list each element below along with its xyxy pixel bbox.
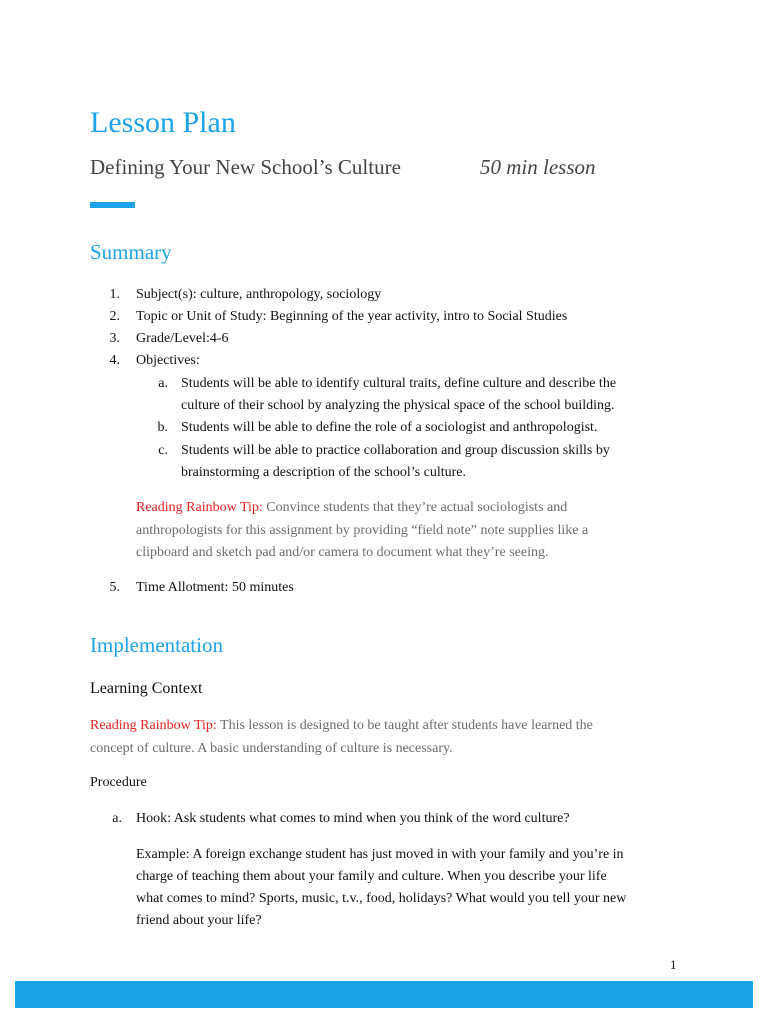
implementation-heading: Implementation [90,633,223,657]
subtitle-row [90,155,690,180]
objective-text: culture of their school by analyzing the physical space of the school building. [181,398,615,413]
implementation-tip-line-2: concept of culture. A basic understanding of culture is necessary. [90,741,453,756]
list-number: 1. [109,287,120,302]
example-line-1: Example: A foreign exchange student has just moved in with your family and you’re in [136,847,624,862]
objective-text: Students will be able to define the role of a sociologist and anthropologist. [181,420,598,435]
list-letter: a. [112,811,122,826]
tip-label: Reading Rainbow Tip: [136,500,263,515]
summary-tip-line-3: clipboard and sketch pad and/or camera to document what they’re seeing. [136,545,549,560]
page-title: Lesson Plan [90,106,236,139]
list-item-text: Grade/Level:4-6 [136,331,229,346]
implementation-tip-line-1 [90,717,593,735]
page-number: 1 [670,957,677,972]
tip-label: Reading Rainbow Tip: [90,718,217,733]
list-item-text: Topic or Unit of Study: Beginning of the year activity, intro to Social Studies [136,309,568,324]
objective-text: brainstorming a description of the school’s culture. [181,465,466,480]
procedure-heading: Procedure [90,775,147,790]
list-letter: a. [158,376,168,391]
list-number: 5. [109,580,120,595]
tip-text: Convince students that they’re actual sociologists and [262,500,568,515]
list-number: 3. [109,331,120,346]
list-item-text: Subject(s): culture, anthropology, sociology [136,287,382,302]
tip-text: This lesson is designed to be taught after students have learned the [216,718,593,733]
objective-text: Students will be able to identify cultural traits, define culture and describe the [181,376,617,391]
lesson-duration: 50 min lesson [480,155,596,179]
list-number: 2. [109,309,120,324]
objective-text: Students will be able to practice collaboration and group discussion skills by [181,443,610,458]
summary-tip-line-2: anthropologists for this assignment by providing “field note” note supplies like a [136,523,589,538]
accent-bar [90,202,135,208]
list-number: 4. [109,353,120,368]
list-item-text: Time Allotment: 50 minutes [136,580,294,595]
hook-text: Hook: Ask students what comes to mind when you think of the word culture? [136,811,570,826]
example-line-2: charge of teaching them about your family and culture. When you describe your life [136,869,607,884]
footer-bar [15,981,753,1008]
list-letter: b. [157,420,168,435]
summary-heading: Summary [90,240,172,264]
list-item-text: Objectives: [136,353,200,368]
summary-tip-line-1 [136,499,567,517]
example-line-4: friend about your life? [136,913,262,928]
list-letter: c. [158,443,168,458]
learning-context-heading: Learning Context [90,680,203,697]
example-line-3: what comes to mind? Sports, music, t.v., food, holidays? What would you tell your new [136,891,627,906]
lesson-subtitle: Defining Your New School’s Culture [90,155,401,179]
